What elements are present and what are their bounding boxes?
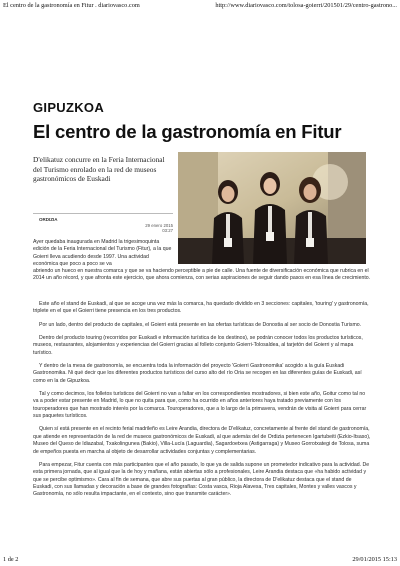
print-header: [0, 0, 400, 12]
page-counter: 1 de 2: [3, 556, 19, 563]
article-lead-continued: abriendo un hueco en nuestra comarca y que se va haciendo perceptible a pie de calle. Una fuente de diversificación económica que rubrica en el 2014 un año récord, y que afronta este ejercicio, que ahora comienza, con serias aspiraciones de seguir dando pasos en esa línea de crecimiento.: [33, 268, 371, 282]
paragraph: Quien sí está presente en el recinto ferial madrileño es Leire Arandia, directora de D'elikatuz, concretamente al frente del stand de gastronomía, que atiende en representación de la red de museos gastronómicos de Euskadi, al que además del de Ordizia pertenecen Igartubeiti (Ezkio-Itsaso), Museo del Queso de Idiazabal, Txakolingunea (Bakio), Villa-Lucía (Laguardia), Sagardoetxea (Astigarraga) y Museo Gorrotxategi de Tolosa, suma de empeños puesta en marcha al objeto de desarrollar actividades conjuntas y complementarias.: [33, 426, 371, 455]
paragraph: Dentro del producto touring (recorridos por Euskadi e información turística de los destinos), se podrán conocer todos los productos turísticos, museos, restaurantes, alojamientos y experiencias del Goierri gracias al folleto conjunto Goierri-Tolosaldea, al tarjetón del Goierri y al mapa turístico.: [33, 335, 363, 356]
article-lead: Ayer quedaba inaugurada en Madrid la trigesimoquinta edición de la Feria Internacional del Turismo (Fitur), a la que Goierri lleva acudiendo desde 1997. Una actividad económica que poco a poco se va: [33, 239, 172, 268]
article-title: El centro de la gastronomía en Fitur: [33, 121, 342, 142]
paragraph: Por un lado, dentro del producto de capitales, el Goierri está presente en las ofertas turísticas de Donostia al ser socio de Donostia Turismo.: [39, 321, 362, 328]
article-deck: D'elikatuz concurre en la Feria Internacional del Turismo enrolado en la red de museos gastronómicos de Euskadi: [33, 155, 165, 184]
section-label[interactable]: GIPUZKOA: [33, 100, 105, 115]
print-datetime: 29/01/2015 15:13: [352, 556, 397, 563]
byline: [33, 213, 173, 236]
dateline-place: ORDIZIA: [39, 217, 58, 222]
paragraph: Este año el stand de Euskadi, al que se acoge una vez más la comarca, ha quedado dividido en 3 secciones: capitales, 'touring' y gastronomía, triplete en el que el Goierri tiene presencia en los tres productos.: [33, 301, 369, 315]
paragraph: Tal y como decimos, los folletos turísticos del Goierri no van a faltar en los correspondientes mostradores, si bien este año, Goitur como tal no va a poder estar presente en Madrid, lo que no quita para que, como ha ocurrido en años anteriores haya tratado previamente con los touroperadores que han mostrado interés por la comarca. Touroperadores, que a lo largo de la primavera, vendrán de visita al Goierri para cerrar sus paquetes turísticos.: [33, 391, 367, 420]
paragraph: Para empezar, Fitur cuenta con más participantes que el año pasado, lo que ya de salida supone un prometedor indicativo para la actividad. De esta primera jornada, que al igual que la de hoy y mañana, están abiertas sólo a profesionales, Leire Arandia destaca que «ha habido actividad y que se percibe optimismo». Cara al fin de semana, que abre sus puertas al gran público, la directora de D'elikatuz destaca que el stand de Euskadi, con sus llamadas y decoración a base de grandes fotografías: Costa vasca, Rioja Alavesa, Tres capitales, Montes y valles vascos y Gastronomía, no sólo resulta impactante, en el contexto, sino que transmite carácter».: [33, 461, 370, 498]
publish-date: 29 enero 2015: [145, 223, 173, 228]
page-url[interactable]: http://www.diariovasco.com/tolosa-goierri/201501/29/centro-gastrono...: [215, 2, 397, 9]
photo-illustration: [178, 152, 366, 264]
print-footer: [0, 554, 400, 566]
article-photo: [178, 152, 366, 264]
article-body: [33, 301, 371, 505]
window-title: El centro de la gastronomía en Fitur . diariovasco.com: [3, 2, 140, 9]
publish-date-block: [145, 223, 173, 233]
paragraph: Y dentro de la mesa de gastronomía, se encuentra toda la información del proyecto 'Goierri Gastronomika' acogido a la guía Euskadi Gastronomika. Ni qué decir que los diferentes productos turísticos del curso alto del río Oria se recogen en las diferentes guías de Euskadi, así como en la de Gipuzkoa.: [33, 363, 362, 384]
publish-time: 03:27: [162, 228, 173, 233]
